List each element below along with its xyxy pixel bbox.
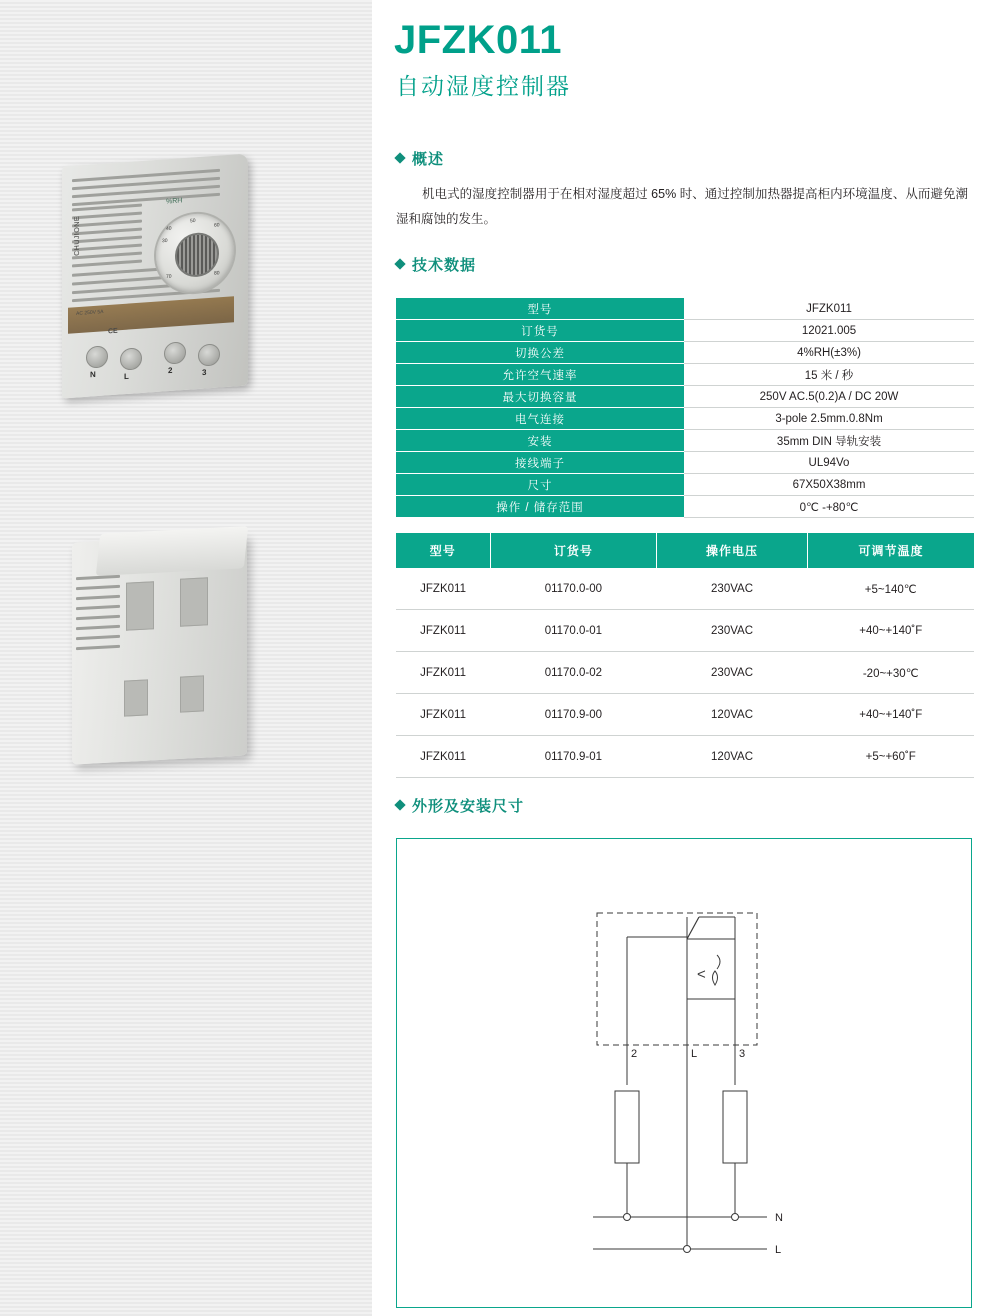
models-header-model: 型号 <box>396 533 490 568</box>
table-row <box>396 736 974 778</box>
table-row <box>396 694 974 736</box>
section-heading-overview <box>396 148 444 169</box>
spec-label: 切换公差 <box>396 342 684 364</box>
models-header-temp-range: 可调节温度 <box>807 533 974 568</box>
models-header-order-no: 订货号 <box>490 533 656 568</box>
cell-voltage: 230VAC <box>657 610 808 652</box>
cell-voltage: 120VAC <box>657 694 808 736</box>
dial-number: 70 <box>166 273 172 281</box>
bus-label-n: N <box>775 1212 783 1224</box>
spec-label: 接线端子 <box>396 452 684 474</box>
spec-value: 35mm DIN 导轨安装 <box>684 430 974 452</box>
cell-temp-range: +5~+60˚F <box>807 736 974 778</box>
cell-temp-range: +5~140℃ <box>807 568 974 610</box>
heater-load-right <box>723 1091 747 1163</box>
humidity-drop-icon <box>713 971 718 985</box>
diamond-bullet-icon <box>394 152 405 163</box>
terminal-label-l: L <box>124 371 129 382</box>
spec-value: JFZK011 <box>684 298 974 320</box>
sensor-symbol: < <box>697 966 706 983</box>
mounting-notch <box>180 577 208 626</box>
spec-label: 最大切换容量 <box>396 386 684 408</box>
heater-load-left <box>615 1091 639 1163</box>
section-heading-dimension-label: 外形及安装尺寸 <box>412 798 525 815</box>
junction-node <box>732 1214 739 1221</box>
mounting-notch <box>124 679 148 716</box>
table-row <box>396 496 974 518</box>
spec-value: 4%RH(±3%) <box>684 342 974 364</box>
section-heading-overview-label: 概述 <box>412 151 445 168</box>
terminal-label-3: 3 <box>739 1048 746 1060</box>
page-subtitle: 自动湿度控制器 <box>396 73 571 99</box>
spec-label: 型号 <box>396 298 684 320</box>
mounting-notch <box>180 675 204 712</box>
table-row <box>396 568 974 610</box>
cell-voltage: 120VAC <box>657 736 808 778</box>
spec-label: 操作 / 储存范围 <box>396 496 684 518</box>
spec-value: UL94Vo <box>684 452 974 474</box>
rating-label: AC 250V 5A <box>76 309 104 317</box>
dial-knob <box>175 231 219 278</box>
table-row <box>396 342 974 364</box>
dial-number: 50 <box>190 217 196 225</box>
table-header-row <box>396 533 974 568</box>
terminal-label-l: L <box>691 1048 698 1060</box>
cell-model: JFZK011 <box>396 736 490 778</box>
table-row <box>396 474 974 496</box>
cell-model: JFZK011 <box>396 568 490 610</box>
table-row <box>396 430 974 452</box>
diamond-bullet-icon <box>394 258 405 269</box>
spec-value: 67X50X38mm <box>684 474 974 496</box>
cell-model: JFZK011 <box>396 694 490 736</box>
wiring-schematic <box>397 839 973 1307</box>
section-heading-dimension <box>396 795 524 816</box>
switch-lever <box>687 917 699 939</box>
dial-number: 40 <box>166 225 172 233</box>
cell-order-no: 01170.0-00 <box>490 568 656 610</box>
spec-label: 电气连接 <box>396 408 684 430</box>
cell-order-no: 01170.0-02 <box>490 652 656 694</box>
table-row <box>396 408 974 430</box>
table-row <box>396 298 974 320</box>
spec-value: 250V AC.5(0.2)A / DC 20W <box>684 386 974 408</box>
terminal-label-3: 3 <box>202 367 207 378</box>
table-row <box>396 652 974 694</box>
spec-value: 12021.005 <box>684 320 974 342</box>
table-row <box>396 320 974 342</box>
humidity-curve-icon <box>717 955 720 969</box>
cell-order-no: 01170.9-01 <box>490 736 656 778</box>
cell-voltage: 230VAC <box>657 568 808 610</box>
device-top-panel <box>96 526 248 576</box>
page-title: JFZK011 <box>394 18 563 62</box>
table-row <box>396 610 974 652</box>
cell-voltage: 230VAC <box>657 652 808 694</box>
cell-temp-range: +40~+140˚F <box>807 694 974 736</box>
brand-label: CHUJIONE <box>74 215 81 256</box>
table-row <box>396 452 974 474</box>
overview-paragraph: 机电式的湿度控制器用于在相对湿度超过 65% 时、通过控制加热器提高柜内环境温度、从而避免潮湿和腐蚀的发生。 <box>396 187 968 226</box>
cell-order-no: 01170.0-01 <box>490 610 656 652</box>
dial-number: 80 <box>214 270 220 277</box>
cell-temp-range: +40~+140˚F <box>807 610 974 652</box>
cell-order-no: 01170.9-00 <box>490 694 656 736</box>
rh-mark-label: %RH <box>166 197 183 206</box>
section-heading-tech-label: 技术数据 <box>412 257 477 274</box>
cell-temp-range: -20~+30℃ <box>807 652 974 694</box>
dial-number: 60 <box>214 222 220 229</box>
mounting-notch <box>126 581 154 630</box>
enclosure-dashed-box <box>597 913 757 1045</box>
bus-label-l: L <box>775 1244 782 1256</box>
product-photo-rear <box>62 530 272 780</box>
terminal-label-2: 2 <box>168 365 173 376</box>
diamond-bullet-icon <box>394 799 405 810</box>
cell-model: JFZK011 <box>396 652 490 694</box>
ce-mark: CE <box>108 327 118 336</box>
section-heading-tech <box>396 254 476 275</box>
spec-label: 尺寸 <box>396 474 684 496</box>
spec-label: 允许空气速率 <box>396 364 684 386</box>
sensor-box <box>687 939 735 999</box>
spec-label: 订货号 <box>396 320 684 342</box>
table-row <box>396 386 974 408</box>
models-table <box>396 533 974 778</box>
junction-node <box>624 1214 631 1221</box>
content-column <box>372 0 1000 1316</box>
dial-number: 30 <box>162 237 168 245</box>
product-photo-front <box>62 160 262 400</box>
terminal-label-n: N <box>90 369 96 380</box>
product-image-column <box>0 0 372 1316</box>
models-header-voltage: 操作电压 <box>657 533 808 568</box>
table-row <box>396 364 974 386</box>
spec-table <box>396 298 974 518</box>
spec-value: 0℃ -+80℃ <box>684 496 974 518</box>
wiring-diagram-box <box>396 838 972 1308</box>
junction-node <box>684 1246 691 1253</box>
spec-value: 3-pole 2.5mm.0.8Nm <box>684 408 974 430</box>
spec-value: 15 米 / 秒 <box>684 364 974 386</box>
cell-model: JFZK011 <box>396 610 490 652</box>
spec-label: 安装 <box>396 430 684 452</box>
terminal-label-2: 2 <box>631 1048 638 1060</box>
